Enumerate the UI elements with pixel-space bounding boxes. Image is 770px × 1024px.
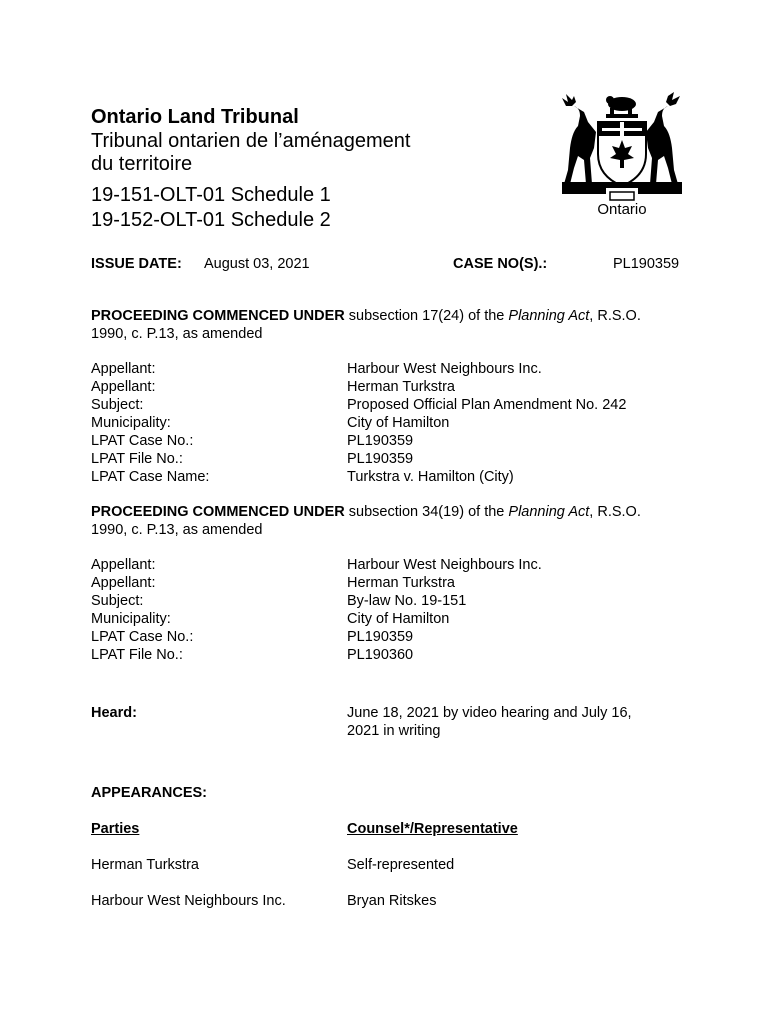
heard-value-line1: June 18, 2021 by video hearing and July 16, xyxy=(347,705,632,721)
p1-label: LPAT File No.: xyxy=(91,451,183,467)
p1-value: Herman Turkstra xyxy=(347,379,455,395)
party-name: Harbour West Neighbours Inc. xyxy=(91,893,286,909)
heard-value-line2: 2021 in writing xyxy=(347,723,441,739)
p2-value: By-law No. 19-151 xyxy=(347,593,467,609)
proceeding-1-values xyxy=(347,360,626,486)
p2-label: Appellant: xyxy=(91,575,156,591)
counsel-column-heading: Counsel*/Representative xyxy=(347,821,518,837)
proceeding-1-tail: , R.S.O. xyxy=(589,308,641,324)
p1-value: Proposed Official Plan Amendment No. 242 xyxy=(347,397,627,413)
proceeding-2-act: Planning Act xyxy=(508,504,590,520)
p2-value: City of Hamilton xyxy=(347,611,450,627)
p2-value: PL190359 xyxy=(347,629,414,645)
p1-value: PL190359 xyxy=(347,451,414,467)
tribunal-title-fr-line1: Tribunal ontarien de l’aménagement xyxy=(91,130,411,152)
counsel-name: Self-represented xyxy=(347,857,455,873)
proceeding-1-lead: PROCEEDING COMMENCED UNDER xyxy=(91,308,345,324)
p1-label: Appellant: xyxy=(91,379,156,395)
p1-value: City of Hamilton xyxy=(347,415,450,431)
appearances-heading: APPEARANCES: xyxy=(91,785,208,801)
heard-label: Heard: xyxy=(91,705,137,721)
p2-label: LPAT File No.: xyxy=(91,647,183,663)
p1-value: PL190359 xyxy=(347,433,414,449)
p1-label: Subject: xyxy=(91,397,144,413)
proceeding-2-labels xyxy=(91,556,193,664)
p2-label: Appellant: xyxy=(91,557,156,573)
p2-label: Municipality: xyxy=(91,611,171,627)
tribunal-title-en: Ontario Land Tribunal xyxy=(91,106,299,128)
proceeding-2-tail: , R.S.O. xyxy=(589,504,641,520)
proceeding-1-line2: 1990, c. P.13, as amended xyxy=(91,326,263,342)
proceeding-1-lead-text: subsection 17(24) of the xyxy=(344,308,509,324)
parties-column-heading: Parties xyxy=(91,821,140,837)
proceeding-2-line2: 1990, c. P.13, as amended xyxy=(91,522,263,538)
p2-value: PL190360 xyxy=(347,647,414,663)
proceeding-1-labels xyxy=(91,360,209,486)
p2-label: Subject: xyxy=(91,593,144,609)
p2-label: LPAT Case No.: xyxy=(91,629,194,645)
proceeding-2-heading xyxy=(91,503,641,521)
case-number-value: PL190359 xyxy=(613,256,680,272)
p2-value: Herman Turkstra xyxy=(347,575,455,591)
p1-label: LPAT Case No.: xyxy=(91,433,194,449)
counsel-name: Bryan Ritskes xyxy=(347,893,437,909)
coat-of-arms-icon xyxy=(558,92,686,204)
schedule-2: 19-152-OLT-01 Schedule 2 xyxy=(91,209,331,231)
p1-value: Turkstra v. Hamilton (City) xyxy=(347,469,514,485)
proceeding-2-lead: PROCEEDING COMMENCED UNDER xyxy=(91,504,345,520)
case-number-label: CASE NO(S).: xyxy=(453,256,548,272)
p2-value: Harbour West Neighbours Inc. xyxy=(347,557,542,573)
p1-label: Municipality: xyxy=(91,415,171,431)
party-name: Herman Turkstra xyxy=(91,857,199,873)
p1-label: Appellant: xyxy=(91,361,156,377)
proceeding-2-values xyxy=(347,556,542,664)
proceeding-1-act: Planning Act xyxy=(508,308,590,324)
tribunal-title-fr-line2: du territoire xyxy=(91,153,193,175)
p1-value: Harbour West Neighbours Inc. xyxy=(347,361,542,377)
proceeding-2-lead-text: subsection 34(19) of the xyxy=(344,504,509,520)
issue-date-label: ISSUE DATE: xyxy=(91,256,182,272)
issue-date-value: August 03, 2021 xyxy=(204,256,310,272)
proceeding-1-heading xyxy=(91,307,641,325)
p1-label: LPAT Case Name: xyxy=(91,469,210,485)
ontario-wordmark: Ontario xyxy=(597,201,647,218)
schedule-1: 19-151-OLT-01 Schedule 1 xyxy=(91,184,331,206)
